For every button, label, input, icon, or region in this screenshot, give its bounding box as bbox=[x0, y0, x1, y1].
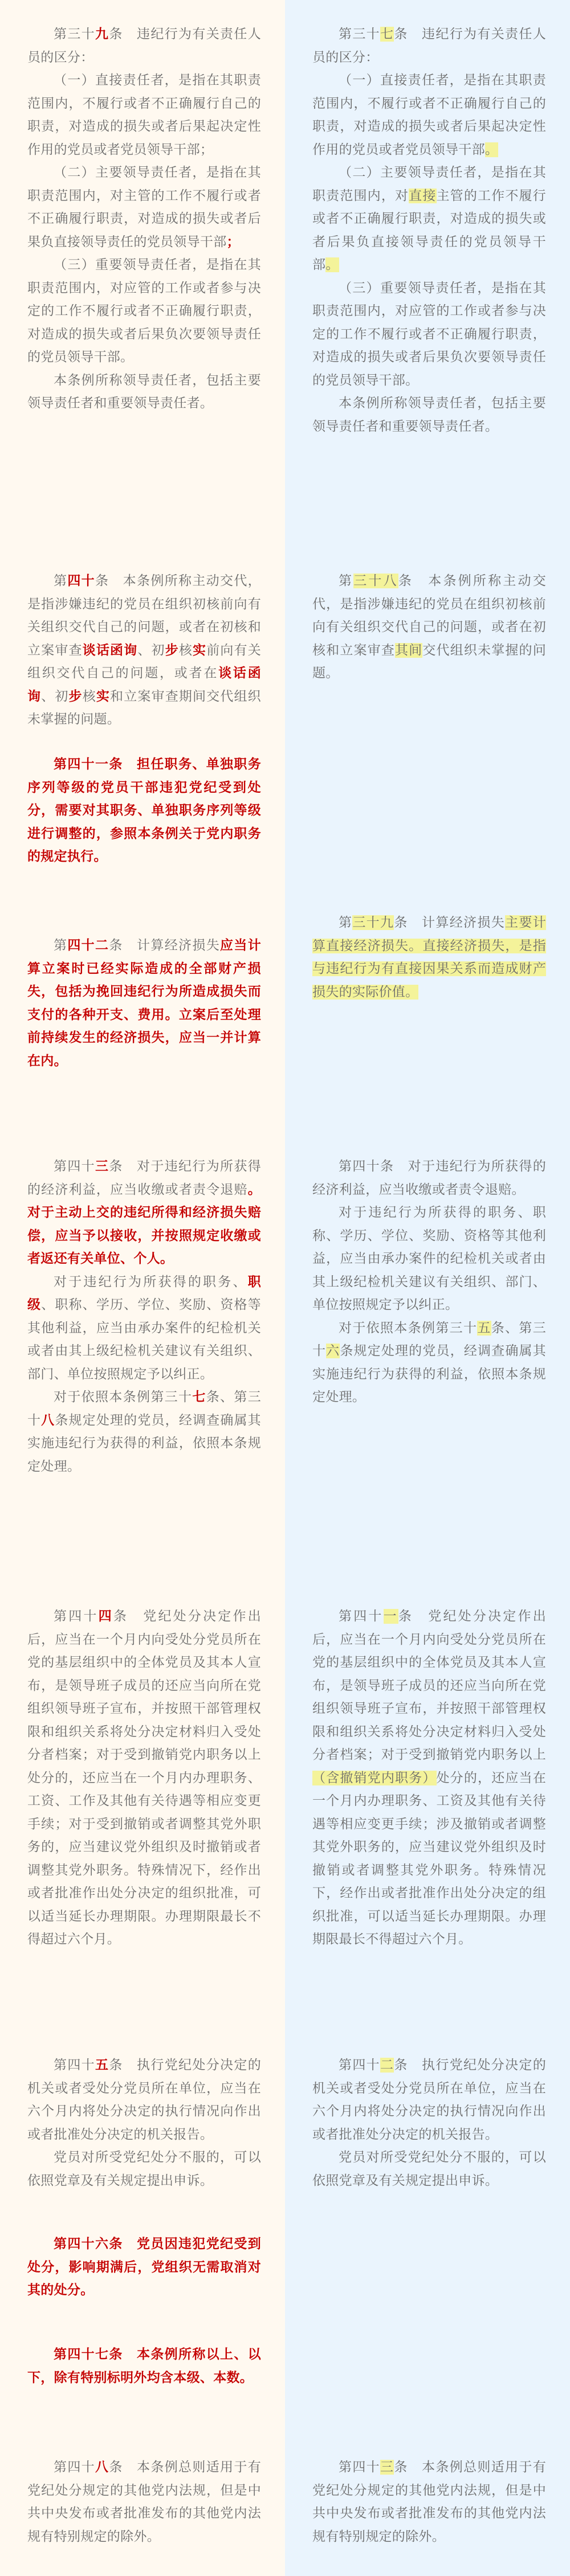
revised-text: 四 bbox=[98, 1609, 113, 1624]
paragraph bbox=[312, 2054, 546, 2146]
text-run: 条 党纪处分决定作出后，应当在一个月内向受处分党员所在党的基层组织中的全体党员及其本人宣布，是领导班子成员的还应当向所在党组织领导班子宣布，并按照干部管理权限和组织关系将处分决定材料归入受处分者档案；对于受到撤销党内职务以上 bbox=[312, 1609, 546, 1762]
paragraph bbox=[27, 1271, 261, 1386]
left-article-45 bbox=[27, 2054, 261, 2192]
text-run: （三）重要领导责任者，是指在其职责范围内，对应管的工作或者参与决定的工作不履行或者不正确履行职责，对造成的损失或者后果负次要领导责任的党员领导干部。 bbox=[312, 280, 546, 388]
paragraph bbox=[312, 1605, 546, 1951]
text-run: 前向有关组织交代自己的问题，或者在 bbox=[27, 642, 261, 681]
text-run: 和立案审查期间交代组织未掌握的问题。 bbox=[27, 689, 261, 727]
highlighted-text: 二 bbox=[380, 2058, 394, 2073]
paragraph bbox=[312, 69, 546, 161]
text-run: 第四十 bbox=[54, 1159, 96, 1174]
right-article-38 bbox=[312, 570, 546, 685]
paragraph bbox=[27, 2054, 261, 2146]
paragraph bbox=[27, 2233, 261, 2302]
text-run: 第四十 bbox=[339, 2058, 381, 2073]
revised-text: 。对于主动上交的违纪所得和经济损失赔偿，应当予以接收，并按照规定收缴或者返还有关单位、个人。 bbox=[27, 1182, 261, 1266]
revised-text: 四十二 bbox=[67, 938, 109, 953]
paragraph bbox=[27, 1605, 261, 1951]
text-run: 对于依照本条例第三十 bbox=[54, 1390, 193, 1404]
revised-text: 九 bbox=[95, 27, 109, 42]
text-run: 第四十 bbox=[54, 2460, 96, 2475]
paragraph bbox=[312, 1317, 546, 1409]
revised-text: 第四十七条 本条例所称以上、以下，除有特别标明外均含本级、本数。 bbox=[27, 2347, 261, 2385]
paragraph bbox=[27, 2343, 261, 2389]
text-run: 条 本条例总则适用于有党纪处分规定的其他党内法规，但是中共中央发布或者批准发布的其他党内法规有特别规定的除外。 bbox=[27, 2460, 261, 2544]
text-run: （三）重要领导责任者，是指在其职责范围内，对应管的工作或者参与决定的工作不履行或者不正确履行职责，对造成的损失或者后果负次要领导责任的党员领导干部。 bbox=[27, 257, 261, 365]
revised-text: 谈话函询 bbox=[82, 642, 138, 658]
text-run: 党员对所受党纪处分不服的，可以依照党章及有关规定提出申诉。 bbox=[27, 2150, 261, 2188]
text-run: 第 bbox=[54, 938, 68, 953]
highlighted-text: 。 bbox=[325, 257, 339, 272]
paragraph bbox=[312, 161, 546, 277]
text-run: （二）主要领导责任者，是指在其职责范围内，对主管的工作不履行或者不正确履行职责，对造成的损失或者后果负直接领导责任的党员领导干部 bbox=[27, 165, 261, 249]
text-run: 核 bbox=[82, 689, 96, 704]
text-run: 本条例所称领导责任者，包括主要领导责任者和重要领导责任者。 bbox=[27, 372, 261, 411]
text-run: 本条例所称领导责任者，包括主要领导责任者和重要领导责任者。 bbox=[312, 396, 546, 434]
revised-text: ； bbox=[226, 234, 240, 249]
paragraph bbox=[312, 392, 546, 438]
text-run: 、职称、学历、学位、奖励、资格等其他利益，应当由承办案件的纪检机关或者由其上级纪检机关建议有关组织、部门、单位按照规定予以纠正。 bbox=[27, 1297, 261, 1382]
text-run: 条 违纪行为有关责任人员的区分： bbox=[312, 27, 546, 65]
text-run: 第四十 bbox=[339, 2460, 381, 2475]
text-run: 第四十条 对于违纪行为所获得的经济利益，应当收缴或者责令退赔。 bbox=[312, 1159, 546, 1197]
highlighted-text: 五 bbox=[477, 1320, 491, 1336]
text-run: 对于违纪行为所获得的职务、 bbox=[54, 1274, 248, 1289]
left-article-42 bbox=[27, 934, 261, 1072]
highlighted-text: 三 bbox=[380, 2460, 394, 2475]
left-article-39 bbox=[27, 23, 261, 415]
left-article-40 bbox=[27, 570, 261, 731]
left-article-46 bbox=[27, 2233, 261, 2302]
right-article-41 bbox=[312, 1605, 546, 1951]
highlighted-text: 七 bbox=[380, 27, 394, 42]
text-run: 条 执行党纪处分决定的机关或者受处分党员所在单位，应当在六个月内将处分决定的执行情况向作出或者批准处分决定的机关报告。 bbox=[312, 2058, 546, 2142]
paragraph bbox=[27, 161, 261, 253]
highlighted-text: 一 bbox=[383, 1609, 398, 1624]
revised-text: 第四十六条 党员因违犯党纪受到处分，影响期满后，党组织无需取消对其的处分。 bbox=[27, 2237, 261, 2297]
text-run: 交代组织未掌握的问题。 bbox=[312, 642, 546, 681]
paragraph bbox=[27, 1386, 261, 1478]
text-run: （一）直接责任者，是指在其职责范围内，不履行或者不正确履行自己的职责，对造成的损失或者后果起决定性作用的党员或者党员领导干部； bbox=[27, 73, 261, 157]
paragraph bbox=[27, 1155, 261, 1271]
revised-text: 七 bbox=[192, 1390, 206, 1404]
right-article-37 bbox=[312, 23, 546, 438]
paragraph bbox=[312, 911, 546, 1004]
revised-text: 步 bbox=[68, 689, 83, 704]
text-run: 、初 bbox=[137, 642, 165, 658]
revised-text: 三 bbox=[95, 1159, 109, 1174]
revised-text: 实 bbox=[96, 689, 111, 704]
paragraph bbox=[312, 1155, 546, 1201]
highlighted-text: 。 bbox=[484, 142, 499, 157]
text-run: 、初 bbox=[41, 689, 69, 704]
right-article-42 bbox=[312, 2054, 546, 2192]
text-run: 第四十 bbox=[339, 1609, 384, 1624]
left-article-47 bbox=[27, 2343, 261, 2389]
right-article-40 bbox=[312, 1155, 546, 1409]
text-run: （一）直接责任者，是指在其职责范围内，不履行或者不正确履行自己的职责，对造成的损失或者后果起决定性作用的党员或者党员领导干部 bbox=[312, 73, 546, 157]
paragraph bbox=[27, 69, 261, 161]
revised-text: 应当计算立案时已经实际造成的全部财产损失，包括为挽回违纪行为所造成损失而支付的各种开支、费用。立案后至处理前持续发生的经济损失，应当一并计算在内。 bbox=[27, 938, 261, 1068]
left-article-44 bbox=[27, 1605, 261, 1951]
text-run: 条 对于违纪行为所获得的经济利益，应当收缴或者责令退赔 bbox=[27, 1159, 261, 1197]
paragraph bbox=[27, 934, 261, 1072]
paragraph bbox=[312, 2146, 546, 2192]
text-run: 条 本条例所称主动交代，是指涉嫌违纪的党员在组织初核前向有关组织交代自己的问题，或者在初核和立案审查 bbox=[312, 574, 546, 658]
text-run: 条规定处理的党员，经调查确属其实施违纪行为获得的利益，依照本条规定处理。 bbox=[312, 1344, 546, 1404]
text-run: 条、第三十 bbox=[27, 1390, 262, 1428]
highlighted-text: 三十八 bbox=[353, 574, 398, 588]
left-article-43 bbox=[27, 1155, 261, 1478]
text-run: 条 本条例所称主动交代，是指涉嫌违纪的党员在组织初核前向有关组织交代自己的问题，或者在初核和立案审查 bbox=[27, 574, 261, 658]
revised-text: 八 bbox=[95, 2460, 109, 2475]
text-run: 条 执行党纪处分决定的机关或者受处分党员所在单位，应当在六个月内将处分决定的执行情况向作出或者批准处分决定的机关报告。 bbox=[27, 2058, 261, 2142]
revised-text: 职级 bbox=[27, 1274, 261, 1312]
paragraph bbox=[312, 2456, 546, 2548]
highlighted-text: （含撤销党内职务） bbox=[312, 1770, 437, 1785]
text-run: 第 bbox=[339, 915, 353, 930]
paragraph bbox=[27, 369, 261, 415]
text-run: 处分的，还应当在一个月内办理职务、工资及其他有关待遇等相应变更手续；涉及撤销或者调整其党外职务的，应当建议党外组织及时撤销或者调整其党外职务。特殊情况下，经作出或者批准作出处分决定的组织批准，可以适当延长办理期限。办理期限最长不得超过六个月。 bbox=[312, 1770, 546, 1947]
revised-text: 八 bbox=[41, 1412, 55, 1428]
highlighted-text: 六 bbox=[326, 1344, 340, 1358]
paragraph bbox=[27, 2146, 261, 2192]
paragraph bbox=[312, 570, 546, 685]
text-run: 条、第三十 bbox=[312, 1320, 547, 1358]
text-run: 对于违纪行为所获得的职务、职称、学历、学位、奖励、资格等其他利益，应当由承办案件的纪检机关或者由其上级纪检机关建议有关组织、部门、单位按照规定予以纠正。 bbox=[312, 1205, 546, 1312]
revised-text: 五 bbox=[95, 2058, 109, 2073]
paragraph bbox=[312, 1201, 546, 1317]
text-run: 条 违纪行为有关责任人员的区分： bbox=[27, 27, 261, 65]
text-run: 条 本条例总则适用于有党纪处分规定的其他党内法规，但是中共中央发布或者批准发布的其他党内法规有特别规定的除外。 bbox=[312, 2460, 546, 2544]
highlighted-text: 主要计算直接经济损失。直接经济损失，是指与违纪行为有直接因果关系而造成财产损失的实际价值。 bbox=[312, 915, 546, 1000]
text-run: 第三十 bbox=[339, 27, 381, 42]
text-run: 第四十 bbox=[54, 2058, 96, 2073]
text-run: 第 bbox=[339, 574, 354, 588]
right-article-43 bbox=[312, 2456, 546, 2548]
paragraph bbox=[27, 2456, 261, 2548]
text-run: 核 bbox=[178, 642, 193, 658]
revised-text: 四十 bbox=[67, 574, 96, 588]
paragraph bbox=[27, 570, 261, 731]
text-run: 条 计算经济损失 bbox=[109, 938, 221, 953]
text-run: 条 计算经济损失 bbox=[394, 915, 506, 930]
highlighted-text: 其间 bbox=[395, 642, 423, 658]
text-run: 第四十 bbox=[54, 1609, 99, 1624]
revised-text: 谈话函询 bbox=[27, 666, 261, 704]
paragraph bbox=[312, 277, 546, 392]
paragraph bbox=[312, 23, 546, 69]
left-article-41 bbox=[27, 753, 261, 869]
text-run: 条 党纪处分决定作出后，应当在一个月内向受处分党员所在党的基层组织中的全体党员及其本人宣布，是领导班子成员的还应当向所在党组织领导班子宣布，并按照干部管理权限和组织关系将处分决定材料归入受处分者档案；对于受到撤销党内职务以上处分的，还应当在一个月内办理职务、工资、工作及其他有关待遇等相应变更手续；对于受到撤销或者调整其党外职务的，应当建议党外组织及时撤销或者调整其党外职务。特殊情况下，经作出或者批准作出处分决定的组织批准，可以适当延长办理期限。办理期限最长不得超过六个月。 bbox=[27, 1609, 261, 1947]
revised-text: 步 bbox=[165, 642, 179, 658]
left-article-48 bbox=[27, 2456, 261, 2548]
paragraph bbox=[27, 253, 261, 369]
column-original-text bbox=[285, 0, 570, 2576]
text-run: 对于依照本条例第三十 bbox=[339, 1320, 478, 1336]
text-run: 第三十 bbox=[54, 27, 96, 42]
revised-text: 实 bbox=[193, 642, 207, 658]
highlighted-text: 三十九 bbox=[352, 915, 394, 930]
revised-text: 第四十一条 担任职务、单独职务序列等级的党员干部违犯党纪受到处分，需要对其职务、单独职务序列等级进行调整的，参照本条例关于党内职务的规定执行。 bbox=[27, 757, 261, 864]
paragraph bbox=[27, 753, 261, 869]
text-run: 党员对所受党纪处分不服的，可以依照党章及有关规定提出申诉。 bbox=[312, 2150, 546, 2188]
text-run: 第 bbox=[54, 574, 68, 588]
text-run: （二）主要领导责任者，是指在其职责范围内，对 bbox=[312, 165, 546, 203]
highlighted-text: 直接 bbox=[409, 188, 437, 203]
paragraph bbox=[27, 23, 261, 69]
right-article-39 bbox=[312, 911, 546, 1004]
text-run: 条规定处理的党员，经调查确属其实施违纪行为获得的利益，依照本条规定处理。 bbox=[27, 1412, 261, 1474]
text-run: 主管的工作不履行或者不正确履行职责，对造成的损失或者后果负直接领导责任的党员领导干部 bbox=[312, 188, 546, 272]
